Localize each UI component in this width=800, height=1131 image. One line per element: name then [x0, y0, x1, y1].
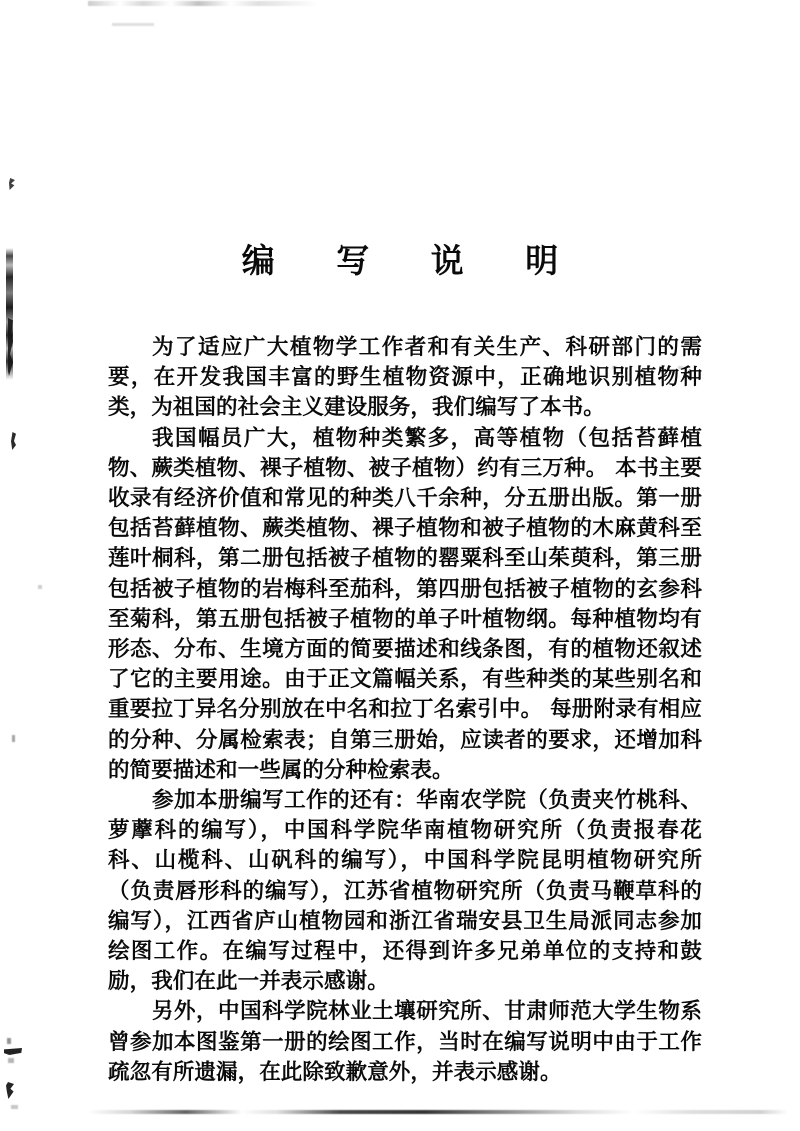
page-title: 编 写 说 明: [241, 241, 584, 280]
scan-artifact-gutter-tail: [8, 318, 13, 376]
paragraph-1: 为了适应广大植物学工作者和有关生产、科研部门的需要，在开发我国丰富的野生植物资源中，正确地识别植物种类，为祖国的社会主义建设服务，我们编写了本书。: [108, 335, 702, 421]
scan-artifact-bottom-edge-line: [88, 1110, 788, 1114]
scan-artifact-speck: [6, 1082, 14, 1099]
scan-artifact-top-smudge: [88, 1, 318, 6]
scan-artifact-top-smudge-secondary: [112, 23, 154, 26]
scan-artifact-speck: [9, 178, 15, 190]
scan-artifact-speck: [11, 432, 16, 450]
scan-artifact-speck: [12, 735, 15, 742]
scan-artifact-speck: [7, 1038, 11, 1044]
scan-artifact-speck: [8, 1058, 14, 1063]
paragraph-4: 另外，中国科学院林业土壤研究所、甘肃师范大学生物系曾参加本图鉴第一册的绘图工作，当时在编写说明中由于工作疏忽有所遗漏，在此除致歉意外，并表示感谢。: [108, 999, 702, 1085]
scan-artifact-speck: [11, 1105, 18, 1109]
paragraph-2: 我国幅员广大，植物种类繁多，高等植物（包括苔藓植物、蕨类植物、裸子植物、被子植物）约有三万种。 本书主要收录有经济价值和常见的种类八千余种，分五册出版。第一册包括苔藓植物、蕨类植物、裸子植物和被子植物的木麻黄科至莲叶桐科，第二册包括被子植物的罂粟科至山茱萸科，第三册包括被子植物的岩梅科至茄科，第四册包括被子植物的玄参科至菊科，第五册包括被子植物的单子叶植物纲。每种植物均有形态、分布、生境方面的简要描述和线条图，有的植物还叙述了它的主要用途。由于正文篇幅关系，有些种类的某些别名和重要拉丁异名分别放在中名和拉丁名索引中。 每册附录有相应的分种、分属检索表；自第三册始，应读者的要求，还增加科的简要描述和一些属的分种检索表。: [108, 425, 702, 783]
paragraph-3: 参加本册编写工作的还有：华南农学院（负责夹竹桃科、萝藦科的编写），中国科学院华南植物研究所（负责报春花科、山榄科、山矾科的编写），中国科学院昆明植物研究所（负责唇形科的编写），江苏省植物研究所（负责马鞭草科的编写），江西省庐山植物园和浙江省瑞安县卫生局派同志参加绘图工作。在编写过程中，还得到许多兄弟单位的支持和鼓励，我们在此一并表示感谢。: [108, 788, 702, 995]
scan-artifact-speck: [38, 585, 42, 589]
scan-artifact-speck: [4, 1048, 22, 1055]
body-text-block: [108, 333, 702, 1088]
